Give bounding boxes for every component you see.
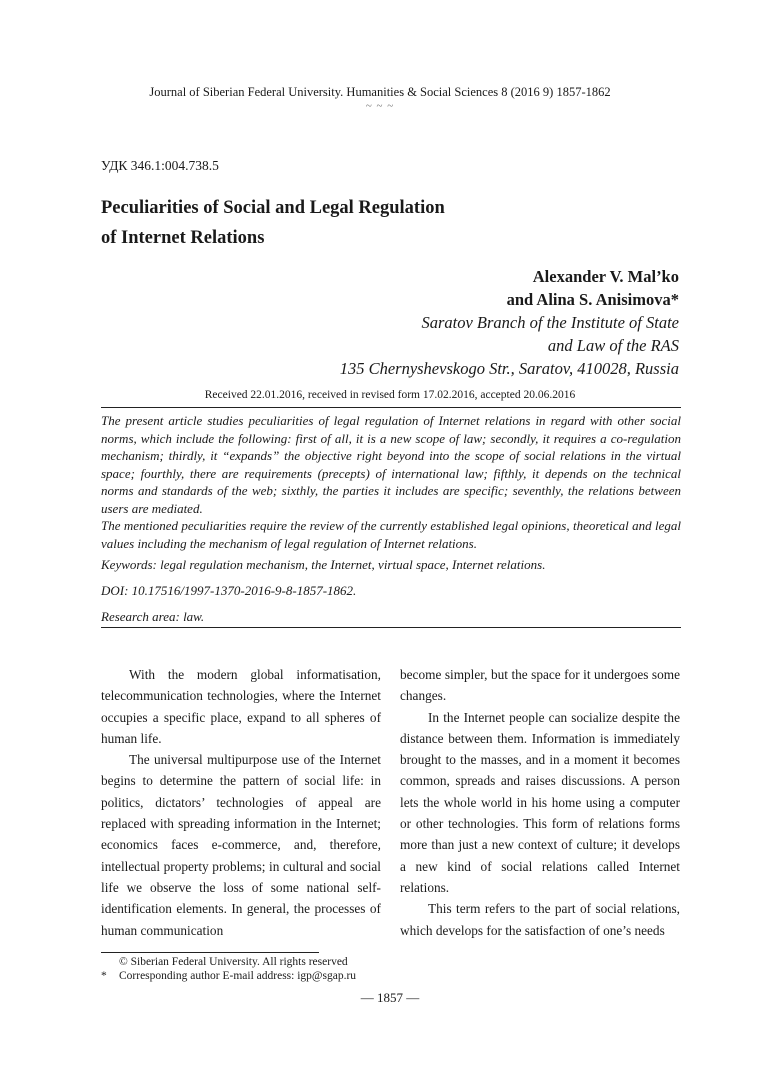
footnote-rule: [101, 952, 319, 953]
footnote-corresponding: [101, 969, 356, 983]
author-block: [340, 265, 679, 380]
body-column-right: [400, 664, 680, 941]
page-number: — 1857 —: [360, 990, 420, 1005]
affiliation-line-2: and Law of the RAS: [547, 336, 679, 355]
footnote-copyright: [101, 955, 348, 969]
footnote-asterisk: *: [101, 970, 107, 982]
abstract: [101, 412, 681, 552]
header-ornament: ~ ~ ~: [365, 100, 395, 112]
received-dates: Received 22.01.2016, received in revised form 17.02.2016, accepted 20.06.2016: [204, 389, 576, 401]
corresponding-text: Corresponding author E-mail address: igp@sgap.ru: [119, 970, 357, 982]
affiliation-line-1: Saratov Branch of the Institute of State: [421, 313, 679, 332]
abstract-bottom-rule: [101, 627, 681, 628]
udk-code: УДК 346.1:004.738.5: [101, 158, 219, 173]
research-area: Research area: law.: [101, 609, 205, 624]
journal-header: Journal of Siberian Federal University. Humanities & Social Sciences 8 (2016 9) 1857-1862: [149, 85, 611, 99]
article-title: [101, 193, 621, 253]
doi: DOI: 10.17516/1997-1370-2016-9-8-1857-1862.: [101, 583, 357, 598]
body-paragraph: The universal multipurpose use of the Internet begins to determine the pattern of social life: in politics, dictators’ technologies of appeal are replaced with spreading information in the Internet; economics faces e-commerce, and, therefore, intellectual property problems; in cultural and social life we observe the loss of some national self-identification elements. In general, the processes of human communication: [101, 752, 381, 938]
author-2: and Alina S. Anisimova*: [506, 290, 679, 309]
title-line-1: Peculiarities of Social and Legal Regulation: [101, 198, 445, 218]
body-paragraph: This term refers to the part of social relations, which develops for the satisfaction of one’s needs: [400, 901, 680, 938]
author-1: Alexander V. Mal’ko: [532, 267, 679, 286]
abstract-paragraph-2: The mentioned peculiarities require the review of the currently established legal opinions, theoretical and legal values including the mechanism of legal regulation of Internet relations.: [101, 518, 681, 551]
body-paragraph: In the Internet people can socialize despite the distance between them. Information is immediately brought to the masses, and in a moment it becomes common, spreads and raises discussions. A person lets the whole world in his home using a computer or other technologies. This form of relations forms more than just a new context of culture; it develops a new kind of social relations called Internet relations.: [400, 709, 680, 895]
body-paragraph: With the modern global informatisation, telecommunication technologies, where the Internet occupies a specific place, expand to all spheres of human life.: [101, 667, 381, 746]
abstract-paragraph-1: The present article studies peculiarities of legal regulation of Internet relations in regard with other social norms, which include the following: first of all, it is a new scope of law; secondly, it requires a co-regulation mechanism; thirdly, it “expands” the objective right beyond into the scope of social relations in the virtual space; fourthly, there are requirements (precepts) of international law; fifthly, it depends on the technical norms and standards of the web; sixthly, the parties it includes are specific; seventhly, the relations between users are mediated.: [101, 413, 681, 516]
body-paragraph: become simpler, but the space for it undergoes some changes.: [400, 667, 680, 704]
affiliation-address: 135 Chernyshevskogo Str., Saratov, 410028, Russia: [339, 359, 679, 378]
body-column-left: [101, 664, 381, 941]
copyright-text: © Siberian Federal University. All rights reserved: [119, 956, 348, 968]
abstract-top-rule: [101, 407, 681, 408]
keywords: Keywords: legal regulation mechanism, the Internet, virtual space, Internet relations.: [101, 557, 546, 572]
title-line-2: of Internet Relations: [101, 228, 265, 248]
